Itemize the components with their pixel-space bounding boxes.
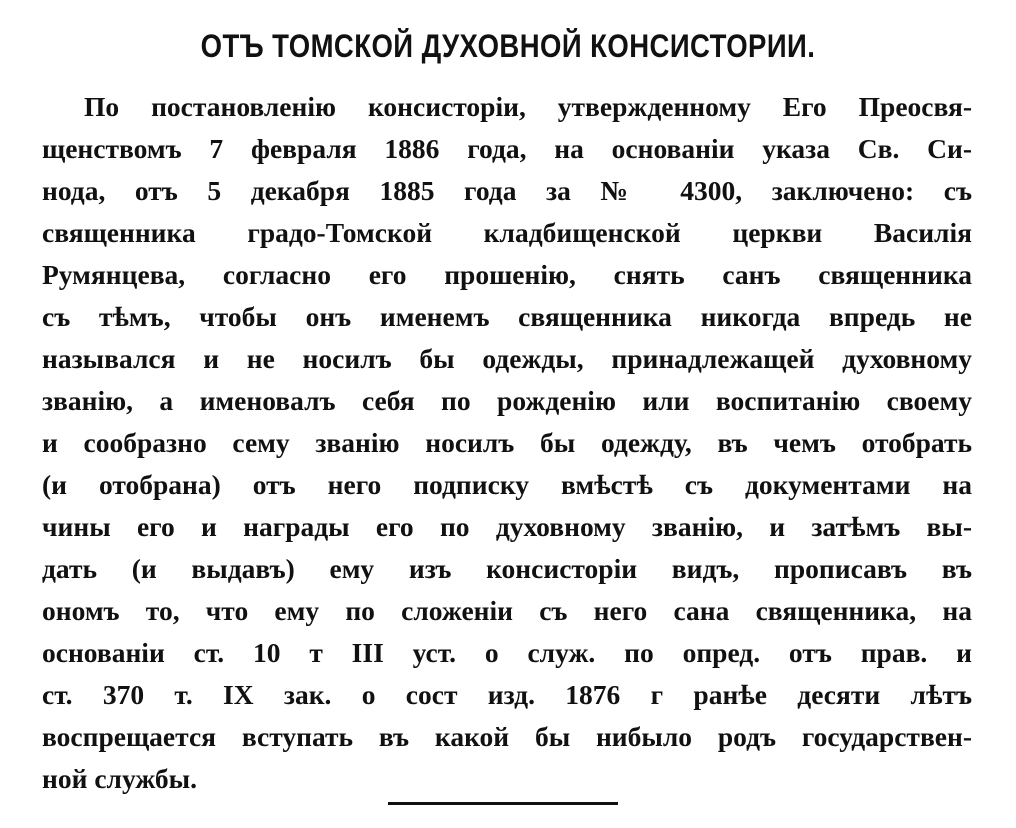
paragraph-line: нода, отъ 5 декабря 1885 года за № 4300, заключено: съ bbox=[42, 175, 972, 206]
paragraph-line: ономъ то, что ему по сложеніи съ него сана священника, на bbox=[42, 595, 972, 626]
paragraph-line: съ тѣмъ, чтобы онъ именемъ священника никогда впредь не bbox=[42, 301, 972, 332]
paragraph-line: чины его и награды его по духовному званію, и затѣмъ вы- bbox=[42, 511, 972, 542]
paragraph-line: ст. 370 т. IX зак. о сост изд. 1876 г ранѣе десяти лѣтъ bbox=[42, 679, 972, 710]
paragraph-line: Румянцева, согласно его прошенію, снять санъ священника bbox=[42, 259, 972, 290]
page-title: ОТЪ ТОМСКОЙ ДУХОВНОЙ КОНСИСТОРИИ. bbox=[200, 28, 816, 64]
paragraph-line: назывался и не носилъ бы одежды, принадлежащей духовному bbox=[42, 343, 972, 374]
paragraph-line: священника градо-Томской кладбищенской церкви Василія bbox=[42, 217, 972, 248]
paragraph-line: воспрещается вступать въ какой бы нибыло родъ государствен- bbox=[42, 721, 972, 752]
section-divider bbox=[388, 802, 618, 805]
paragraph-line: (и отобрана) отъ него подписку вмѣстѣ съ документами на bbox=[42, 469, 972, 500]
paragraph-line: основаніи ст. 10 т III уст. о служ. по опред. отъ прав. и bbox=[42, 637, 972, 668]
paragraph-line: ной службы. bbox=[42, 763, 198, 794]
paragraph-line: дать (и выдавъ) ему изъ консисторіи видъ, прописавъ въ bbox=[42, 553, 972, 584]
paragraph-line: щенствомъ 7 февраля 1886 года, на основаніи указа Св. Си- bbox=[42, 133, 972, 164]
notice-paragraph bbox=[42, 86, 972, 800]
paragraph-line: и сообразно сему званію носилъ бы одежду, въ чемъ отобрать bbox=[42, 427, 972, 458]
paragraph-line: По постановленію консисторіи, утвержденному Его Преосвя- bbox=[84, 91, 972, 122]
paragraph-line: званію, а именовалъ себя по рожденію или воспитанію своему bbox=[42, 385, 972, 416]
